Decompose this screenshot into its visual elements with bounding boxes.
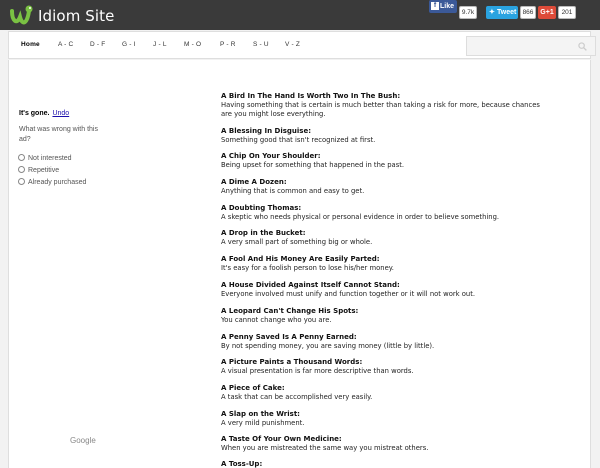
- idiom-title[interactable]: A Slap on the Wrist:: [221, 410, 300, 418]
- idiom-description: Anything that is common and easy to get.: [221, 187, 365, 195]
- nav-m-o[interactable]: M - O: [184, 41, 202, 48]
- idiom-entry: [221, 307, 541, 325]
- idiom-title[interactable]: A Penny Saved Is A Penny Earned:: [221, 333, 357, 341]
- site-header: [0, 0, 600, 30]
- idiom-entry: [221, 178, 541, 196]
- facebook-like-count: 9.7k: [459, 6, 477, 19]
- nav-g-i[interactable]: G - I: [122, 41, 136, 48]
- search-input[interactable]: [466, 36, 596, 56]
- idiom-title[interactable]: A Drop in the Bucket:: [221, 229, 306, 237]
- idiom-description: A visual presentation is far more descriptive than words.: [221, 367, 414, 375]
- idiom-title[interactable]: A Chip On Your Shoulder:: [221, 152, 321, 160]
- facebook-icon: f: [431, 2, 439, 10]
- ad-feedback-question: What was wrong with this ad?: [19, 126, 98, 143]
- idiom-description: It's easy for a foolish person to lose his/her money.: [221, 264, 394, 272]
- feedback-option-repetitive[interactable]: Repetitive: [18, 166, 59, 174]
- worm-logo-icon: [8, 3, 34, 29]
- idiom-title[interactable]: A Toss-Up:: [221, 460, 263, 468]
- idiom-entry: [221, 92, 541, 119]
- idiom-title[interactable]: A Picture Paints a Thousand Words:: [221, 358, 363, 366]
- nav-p-r[interactable]: P - R: [220, 41, 236, 48]
- idiom-entry: [221, 204, 541, 222]
- idiom-title[interactable]: A Piece of Cake:: [221, 384, 285, 392]
- undo-link[interactable]: Undo: [52, 110, 70, 117]
- main-nav: [8, 31, 591, 59]
- idiom-description: A task that can be accomplished very easily.: [221, 393, 373, 401]
- ad-dismissed-notice: It's gone. Undo: [19, 110, 70, 117]
- idiom-description: A skeptic who needs physical or personal evidence in order to believe something.: [221, 213, 500, 221]
- idiom-description: Having something that is certain is much better than taking a risk for more, because chances are you might lose everything.: [221, 101, 540, 118]
- idiom-entry: [221, 358, 541, 376]
- twitter-tweet-count: 866: [520, 6, 536, 19]
- idiom-title[interactable]: A Doubting Thomas:: [221, 204, 302, 212]
- radio-button[interactable]: [18, 166, 25, 173]
- idiom-entry: [221, 255, 541, 273]
- idiom-entry: [221, 333, 541, 351]
- idiom-description: When you are mistreated the same way you mistreat others.: [221, 444, 429, 452]
- idiom-title[interactable]: A Blessing In Disguise:: [221, 127, 312, 135]
- facebook-like-button[interactable]: f Like: [429, 0, 457, 13]
- feedback-option-already-purchased[interactable]: Already purchased: [18, 178, 86, 186]
- idiom-title[interactable]: A House Divided Against Itself Cannot Stand:: [221, 281, 400, 289]
- nav-a-c[interactable]: A - C: [58, 41, 74, 48]
- google-ads-logo: Google: [70, 436, 96, 445]
- idiom-description: By not spending money, you are saving money (little by little).: [221, 342, 435, 350]
- radio-button[interactable]: [18, 154, 25, 161]
- idiom-entry: [221, 281, 541, 299]
- idiom-entry: [221, 384, 541, 402]
- twitter-tweet-button[interactable]: ✦ Tweet: [486, 6, 518, 19]
- idiom-description: A very mild punishment.: [221, 419, 305, 427]
- site-logo[interactable]: [8, 3, 120, 29]
- idiom-title[interactable]: A Leopard Can't Change His Spots:: [221, 307, 359, 315]
- idiom-entry: [221, 127, 541, 145]
- googleplus-count: 201: [558, 6, 576, 19]
- nav-d-f[interactable]: D - F: [90, 41, 106, 48]
- nav-home[interactable]: Home: [21, 41, 40, 48]
- nav-j-l[interactable]: J - L: [153, 41, 167, 48]
- idiom-title[interactable]: A Dime A Dozen:: [221, 178, 287, 186]
- search-icon[interactable]: [578, 42, 587, 51]
- twitter-bird-icon: ✦: [489, 9, 495, 16]
- idiom-title[interactable]: A Taste Of Your Own Medicine:: [221, 435, 342, 443]
- site-name: Idiom Site: [38, 7, 115, 25]
- idiom-title[interactable]: A Fool And His Money Are Easily Parted:: [221, 255, 380, 263]
- idiom-entry: [221, 410, 541, 428]
- feedback-option-not-interested[interactable]: Not interested: [18, 154, 72, 162]
- idiom-description: Being upset for something that happened in the past.: [221, 161, 405, 169]
- idiom-entry: [221, 435, 541, 453]
- idiom-description: You cannot change who you are.: [221, 316, 332, 324]
- idiom-entry: [221, 152, 541, 170]
- idiom-description: Everyone involved must unify and function together or it will not work out.: [221, 290, 476, 298]
- idiom-description: Something good that isn't recognized at first.: [221, 136, 376, 144]
- nav-s-u[interactable]: S - U: [253, 41, 269, 48]
- googleplus-button[interactable]: G+1: [538, 6, 556, 19]
- idiom-entry: [221, 460, 541, 468]
- idiom-title[interactable]: A Bird In The Hand Is Worth Two In The Bush:: [221, 92, 401, 100]
- idiom-entry: [221, 229, 541, 247]
- radio-button[interactable]: [18, 178, 25, 185]
- nav-v-z[interactable]: V - Z: [285, 41, 301, 48]
- idiom-description: A very small part of something big or whole.: [221, 238, 373, 246]
